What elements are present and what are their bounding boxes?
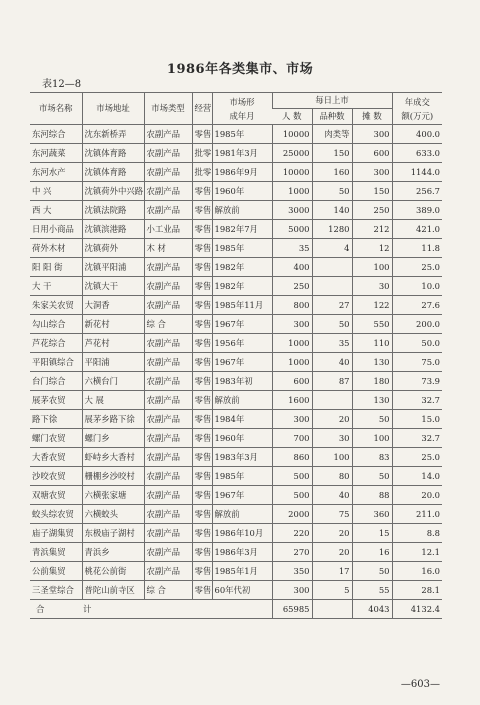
cell-mode: 零售: [192, 410, 212, 429]
cell-mode: 零售: [192, 581, 212, 600]
header-name: 市场名称: [30, 93, 82, 125]
cell-formed: 1985年11月: [212, 296, 272, 315]
cell-location: 沈镇法院路: [82, 201, 144, 220]
cell-name: 朱家关农贸: [30, 296, 82, 315]
table-row: [30, 182, 442, 201]
cell-turnover: 400.0: [392, 125, 442, 144]
cell-turnover: 28.1: [392, 581, 442, 600]
cell-location: 沈镇平阳浦: [82, 258, 144, 277]
cell-people: 400: [272, 258, 312, 277]
cell-location: 沈东新桥弄: [82, 125, 144, 144]
cell-formed: 1984年: [212, 410, 272, 429]
cell-varieties: 20: [312, 524, 352, 543]
cell-mode: 零售: [192, 562, 212, 581]
cell-name: 公前集贸: [30, 562, 82, 581]
cell-people: 25000: [272, 144, 312, 163]
table-row: [30, 372, 442, 391]
cell-turnover: 16.0: [392, 562, 442, 581]
cell-location: 栅棚乡沙咬村: [82, 467, 144, 486]
cell-turnover: 1144.0: [392, 163, 442, 182]
cell-type: 农副产品: [144, 334, 192, 353]
cell-people: 600: [272, 372, 312, 391]
cell-formed: 1986年3月: [212, 543, 272, 562]
cell-location: 沈镇体育路: [82, 163, 144, 182]
table-row: [30, 144, 442, 163]
cell-mode: 批零: [192, 144, 212, 163]
cell-mode: 零售: [192, 239, 212, 258]
cell-varieties: 20: [312, 410, 352, 429]
cell-varieties: 4: [312, 239, 352, 258]
header-people: 人 数: [272, 109, 312, 125]
cell-mode: 零售: [192, 543, 212, 562]
cell-stalls: 212: [352, 220, 392, 239]
cell-name: 三圣堂综合: [30, 581, 82, 600]
cell-location: 六横蛟头: [82, 505, 144, 524]
cell-turnover: 25.0: [392, 448, 442, 467]
cell-people: 3000: [272, 201, 312, 220]
cell-formed: 1967年: [212, 486, 272, 505]
cell-name: 路下徐: [30, 410, 82, 429]
cell-people: 35: [272, 239, 312, 258]
cell-formed: 1986年10月: [212, 524, 272, 543]
cell-type: 农副产品: [144, 429, 192, 448]
cell-varieties: 140: [312, 201, 352, 220]
cell-varieties: 5: [312, 581, 352, 600]
header-formed-line2: 成年月: [229, 110, 255, 121]
cell-stalls: 110: [352, 334, 392, 353]
header-turnover: [392, 93, 442, 125]
cell-mode: 零售: [192, 448, 212, 467]
cell-mode: 零售: [192, 201, 212, 220]
cell-turnover: 32.7: [392, 391, 442, 410]
table-row: [30, 467, 442, 486]
cell-formed: 1960年: [212, 182, 272, 201]
header-formed: [212, 93, 272, 125]
cell-type: 农副产品: [144, 524, 192, 543]
cell-formed: 1956年: [212, 334, 272, 353]
cell-people: 800: [272, 296, 312, 315]
cell-stalls: 83: [352, 448, 392, 467]
cell-location: 东极庙子湖村: [82, 524, 144, 543]
cell-name: 双塘农贸: [30, 486, 82, 505]
cell-formed: 1986年9月: [212, 163, 272, 182]
header-varieties: 品种数: [312, 109, 352, 125]
cell-varieties: 160: [312, 163, 352, 182]
table-row: [30, 163, 442, 182]
cell-varieties: 40: [312, 353, 352, 372]
cell-type: 农副产品: [144, 543, 192, 562]
cell-name: 西 大: [30, 201, 82, 220]
cell-mode: 零售: [192, 258, 212, 277]
cell-people: 1600: [272, 391, 312, 410]
cell-turnover: 73.9: [392, 372, 442, 391]
cell-turnover: 211.0: [392, 505, 442, 524]
header-type: 市场类型: [144, 93, 192, 125]
cell-type: 农副产品: [144, 277, 192, 296]
cell-people: 500: [272, 486, 312, 505]
cell-mode: 零售: [192, 220, 212, 239]
cell-type: 农副产品: [144, 258, 192, 277]
cell-varieties: 150: [312, 144, 352, 163]
cell-stalls: 550: [352, 315, 392, 334]
cell-turnover: 256.7: [392, 182, 442, 201]
cell-turnover: 11.8: [392, 239, 442, 258]
cell-people: 860: [272, 448, 312, 467]
cell-turnover: 200.0: [392, 315, 442, 334]
cell-stalls: 50: [352, 562, 392, 581]
cell-people: 1000: [272, 334, 312, 353]
cell-people: 300: [272, 581, 312, 600]
cell-stalls: 130: [352, 353, 392, 372]
header-location: 市场地址: [82, 93, 144, 125]
table-row: [30, 296, 442, 315]
cell-location: 六横张家塘: [82, 486, 144, 505]
cell-stalls: 150: [352, 182, 392, 201]
cell-turnover: 8.8: [392, 524, 442, 543]
cell-mode: 批零: [192, 163, 212, 182]
cell-turnover: 389.0: [392, 201, 442, 220]
cell-varieties: 30: [312, 429, 352, 448]
table-row: [30, 334, 442, 353]
cell-type: 农副产品: [144, 562, 192, 581]
cell-stalls: 12: [352, 239, 392, 258]
cell-turnover: 633.0: [392, 144, 442, 163]
cell-name: 东河蔬菜: [30, 144, 82, 163]
cell-type: 农副产品: [144, 372, 192, 391]
cell-varieties: 40: [312, 486, 352, 505]
cell-formed: 1967年: [212, 353, 272, 372]
cell-mode: 零售: [192, 524, 212, 543]
cell-formed: 1960年: [212, 429, 272, 448]
cell-mode: 零售: [192, 182, 212, 201]
cell-name: 勾山综合: [30, 315, 82, 334]
cell-location: 六横台门: [82, 372, 144, 391]
table-row: [30, 543, 442, 562]
cell-formed: 1982年7月: [212, 220, 272, 239]
cell-stalls: 30: [352, 277, 392, 296]
cell-location: 普陀山前寺区: [82, 581, 144, 600]
cell-turnover: 20.0: [392, 486, 442, 505]
cell-name: 东河综合: [30, 125, 82, 144]
cell-people: 1000: [272, 353, 312, 372]
cell-type: 综 合: [144, 581, 192, 600]
cell-location: 桃花公前街: [82, 562, 144, 581]
cell-formed: 1985年: [212, 239, 272, 258]
table-row: [30, 125, 442, 144]
cell-varieties: 35: [312, 334, 352, 353]
cell-people: 10000: [272, 125, 312, 144]
cell-mode: 零售: [192, 296, 212, 315]
total-stalls: 4043: [352, 600, 392, 619]
cell-name: 展茅农贸: [30, 391, 82, 410]
total-row: [30, 600, 442, 619]
cell-type: 农副产品: [144, 353, 192, 372]
cell-people: 250: [272, 277, 312, 296]
header-turnover-line1: 年成交: [404, 96, 430, 107]
cell-mode: 零售: [192, 353, 212, 372]
cell-type: 农副产品: [144, 125, 192, 144]
cell-varieties: 87: [312, 372, 352, 391]
cell-stalls: 55: [352, 581, 392, 600]
cell-varieties: 20: [312, 543, 352, 562]
cell-name: 大 干: [30, 277, 82, 296]
cell-turnover: 14.0: [392, 467, 442, 486]
cell-location: 新花村: [82, 315, 144, 334]
cell-mode: 零售: [192, 467, 212, 486]
cell-mode: 零售: [192, 125, 212, 144]
table-row: [30, 448, 442, 467]
header-daily-group: 每日上市: [272, 93, 392, 109]
cell-type: 农副产品: [144, 410, 192, 429]
cell-stalls: 100: [352, 429, 392, 448]
cell-name: 大香农贸: [30, 448, 82, 467]
cell-location: 青浜乡: [82, 543, 144, 562]
cell-varieties: [312, 277, 352, 296]
total-turnover: 4132.4: [392, 600, 442, 619]
cell-formed: 1981年3月: [212, 144, 272, 163]
cell-location: 大洞香: [82, 296, 144, 315]
cell-formed: 60年代初: [212, 581, 272, 600]
table-row: [30, 505, 442, 524]
table-row: [30, 239, 442, 258]
cell-mode: 零售: [192, 486, 212, 505]
cell-name: 庙子湖集贸: [30, 524, 82, 543]
cell-turnover: 25.0: [392, 258, 442, 277]
cell-type: 木 材: [144, 239, 192, 258]
table-number: 表12—8: [42, 79, 82, 90]
total-varieties: [312, 600, 352, 619]
cell-stalls: 50: [352, 467, 392, 486]
table-row: [30, 258, 442, 277]
cell-people: 270: [272, 543, 312, 562]
header-mode: 经营: [192, 93, 212, 125]
cell-type: 农副产品: [144, 448, 192, 467]
cell-location: 沈镇荷外中兴路: [82, 182, 144, 201]
cell-stalls: 250: [352, 201, 392, 220]
table-row: [30, 391, 442, 410]
table-row: [30, 201, 442, 220]
cell-varieties: 50: [312, 315, 352, 334]
cell-mode: 零售: [192, 334, 212, 353]
table-row: [30, 315, 442, 334]
cell-name: 平阳镇综合: [30, 353, 82, 372]
total-people: 65985: [272, 600, 312, 619]
cell-stalls: 15: [352, 524, 392, 543]
cell-people: 300: [272, 410, 312, 429]
cell-type: 农副产品: [144, 505, 192, 524]
cell-varieties: 50: [312, 182, 352, 201]
cell-mode: 零售: [192, 277, 212, 296]
table-row: [30, 486, 442, 505]
cell-turnover: 27.6: [392, 296, 442, 315]
cell-turnover: 15.0: [392, 410, 442, 429]
cell-people: 350: [272, 562, 312, 581]
cell-varieties: 80: [312, 467, 352, 486]
cell-type: 农副产品: [144, 486, 192, 505]
cell-varieties: 75: [312, 505, 352, 524]
cell-type: 农副产品: [144, 144, 192, 163]
cell-turnover: 421.0: [392, 220, 442, 239]
cell-people: 2000: [272, 505, 312, 524]
cell-location: 芦花村: [82, 334, 144, 353]
cell-varieties: 1280: [312, 220, 352, 239]
cell-location: 沈镇滨港路: [82, 220, 144, 239]
cell-people: 1000: [272, 182, 312, 201]
cell-stalls: 16: [352, 543, 392, 562]
cell-turnover: 32.7: [392, 429, 442, 448]
cell-turnover: 10.0: [392, 277, 442, 296]
cell-stalls: 50: [352, 410, 392, 429]
cell-name: 阳 阳 街: [30, 258, 82, 277]
table-row: [30, 524, 442, 543]
cell-stalls: 600: [352, 144, 392, 163]
cell-name: 中 兴: [30, 182, 82, 201]
cell-name: 芦花综合: [30, 334, 82, 353]
market-table: [30, 92, 442, 619]
cell-name: 青浜集贸: [30, 543, 82, 562]
cell-varieties: [312, 258, 352, 277]
cell-people: 5000: [272, 220, 312, 239]
cell-location: 大 展: [82, 391, 144, 410]
cell-stalls: 122: [352, 296, 392, 315]
cell-type: 小工业品: [144, 220, 192, 239]
cell-turnover: 50.0: [392, 334, 442, 353]
cell-stalls: 360: [352, 505, 392, 524]
table-row: [30, 581, 442, 600]
cell-formed: 1982年: [212, 258, 272, 277]
table-row: [30, 562, 442, 581]
table-row: [30, 429, 442, 448]
cell-people: 700: [272, 429, 312, 448]
cell-mode: 零售: [192, 391, 212, 410]
table-row: [30, 353, 442, 372]
header-formed-line1: 市场形: [229, 96, 255, 107]
cell-stalls: 100: [352, 258, 392, 277]
table-row: [30, 220, 442, 239]
cell-stalls: 88: [352, 486, 392, 505]
cell-name: 荷外木材: [30, 239, 82, 258]
cell-name: 东河水产: [30, 163, 82, 182]
cell-formed: 解放前: [212, 201, 272, 220]
cell-mode: 零售: [192, 315, 212, 334]
cell-people: 10000: [272, 163, 312, 182]
cell-type: 农副产品: [144, 391, 192, 410]
cell-mode: 零售: [192, 505, 212, 524]
table-row: [30, 277, 442, 296]
cell-formed: 解放前: [212, 391, 272, 410]
cell-location: 平阳浦: [82, 353, 144, 372]
cell-formed: 1985年: [212, 467, 272, 486]
page-number: —603—: [400, 679, 440, 690]
total-label: 合 计: [30, 600, 272, 619]
cell-name: 沙咬农贸: [30, 467, 82, 486]
cell-type: 农副产品: [144, 163, 192, 182]
page-title: 1986年各类集市、市场: [166, 62, 314, 77]
cell-formed: 1983年3月: [212, 448, 272, 467]
cell-location: 虾峙乡大香村: [82, 448, 144, 467]
cell-name: 台门综合: [30, 372, 82, 391]
cell-type: 农副产品: [144, 201, 192, 220]
cell-location: 展茅乡路下徐: [82, 410, 144, 429]
cell-formed: 1983年初: [212, 372, 272, 391]
cell-name: 蛟头综农贸: [30, 505, 82, 524]
cell-people: 500: [272, 467, 312, 486]
cell-formed: 1985年: [212, 125, 272, 144]
cell-stalls: 300: [352, 125, 392, 144]
cell-name: 日用小商品: [30, 220, 82, 239]
header-stalls: 摊 数: [352, 109, 392, 125]
cell-formed: 1982年: [212, 277, 272, 296]
table-row: [30, 410, 442, 429]
cell-name: 螺门农贸: [30, 429, 82, 448]
cell-type: 农副产品: [144, 296, 192, 315]
header-turnover-line2: 额(万元): [401, 110, 434, 121]
cell-turnover: 75.0: [392, 353, 442, 372]
table-body: [30, 125, 442, 600]
cell-people: 220: [272, 524, 312, 543]
cell-stalls: 130: [352, 391, 392, 410]
cell-varieties: 17: [312, 562, 352, 581]
cell-location: 沈镇荷外: [82, 239, 144, 258]
cell-formed: 1985年1月: [212, 562, 272, 581]
cell-location: 沈镇大干: [82, 277, 144, 296]
cell-type: 农副产品: [144, 467, 192, 486]
cell-people: 300: [272, 315, 312, 334]
cell-mode: 零售: [192, 372, 212, 391]
cell-varieties: 27: [312, 296, 352, 315]
cell-type: 农副产品: [144, 182, 192, 201]
cell-formed: 解放前: [212, 505, 272, 524]
cell-stalls: 180: [352, 372, 392, 391]
cell-location: 螺门乡: [82, 429, 144, 448]
cell-location: 沈镇体育路: [82, 144, 144, 163]
cell-type: 综 合: [144, 315, 192, 334]
cell-varieties: 肉类等: [312, 125, 352, 144]
cell-mode: 零售: [192, 429, 212, 448]
cell-stalls: 300: [352, 163, 392, 182]
cell-turnover: 12.1: [392, 543, 442, 562]
cell-varieties: 100: [312, 448, 352, 467]
cell-varieties: [312, 391, 352, 410]
cell-formed: 1967年: [212, 315, 272, 334]
